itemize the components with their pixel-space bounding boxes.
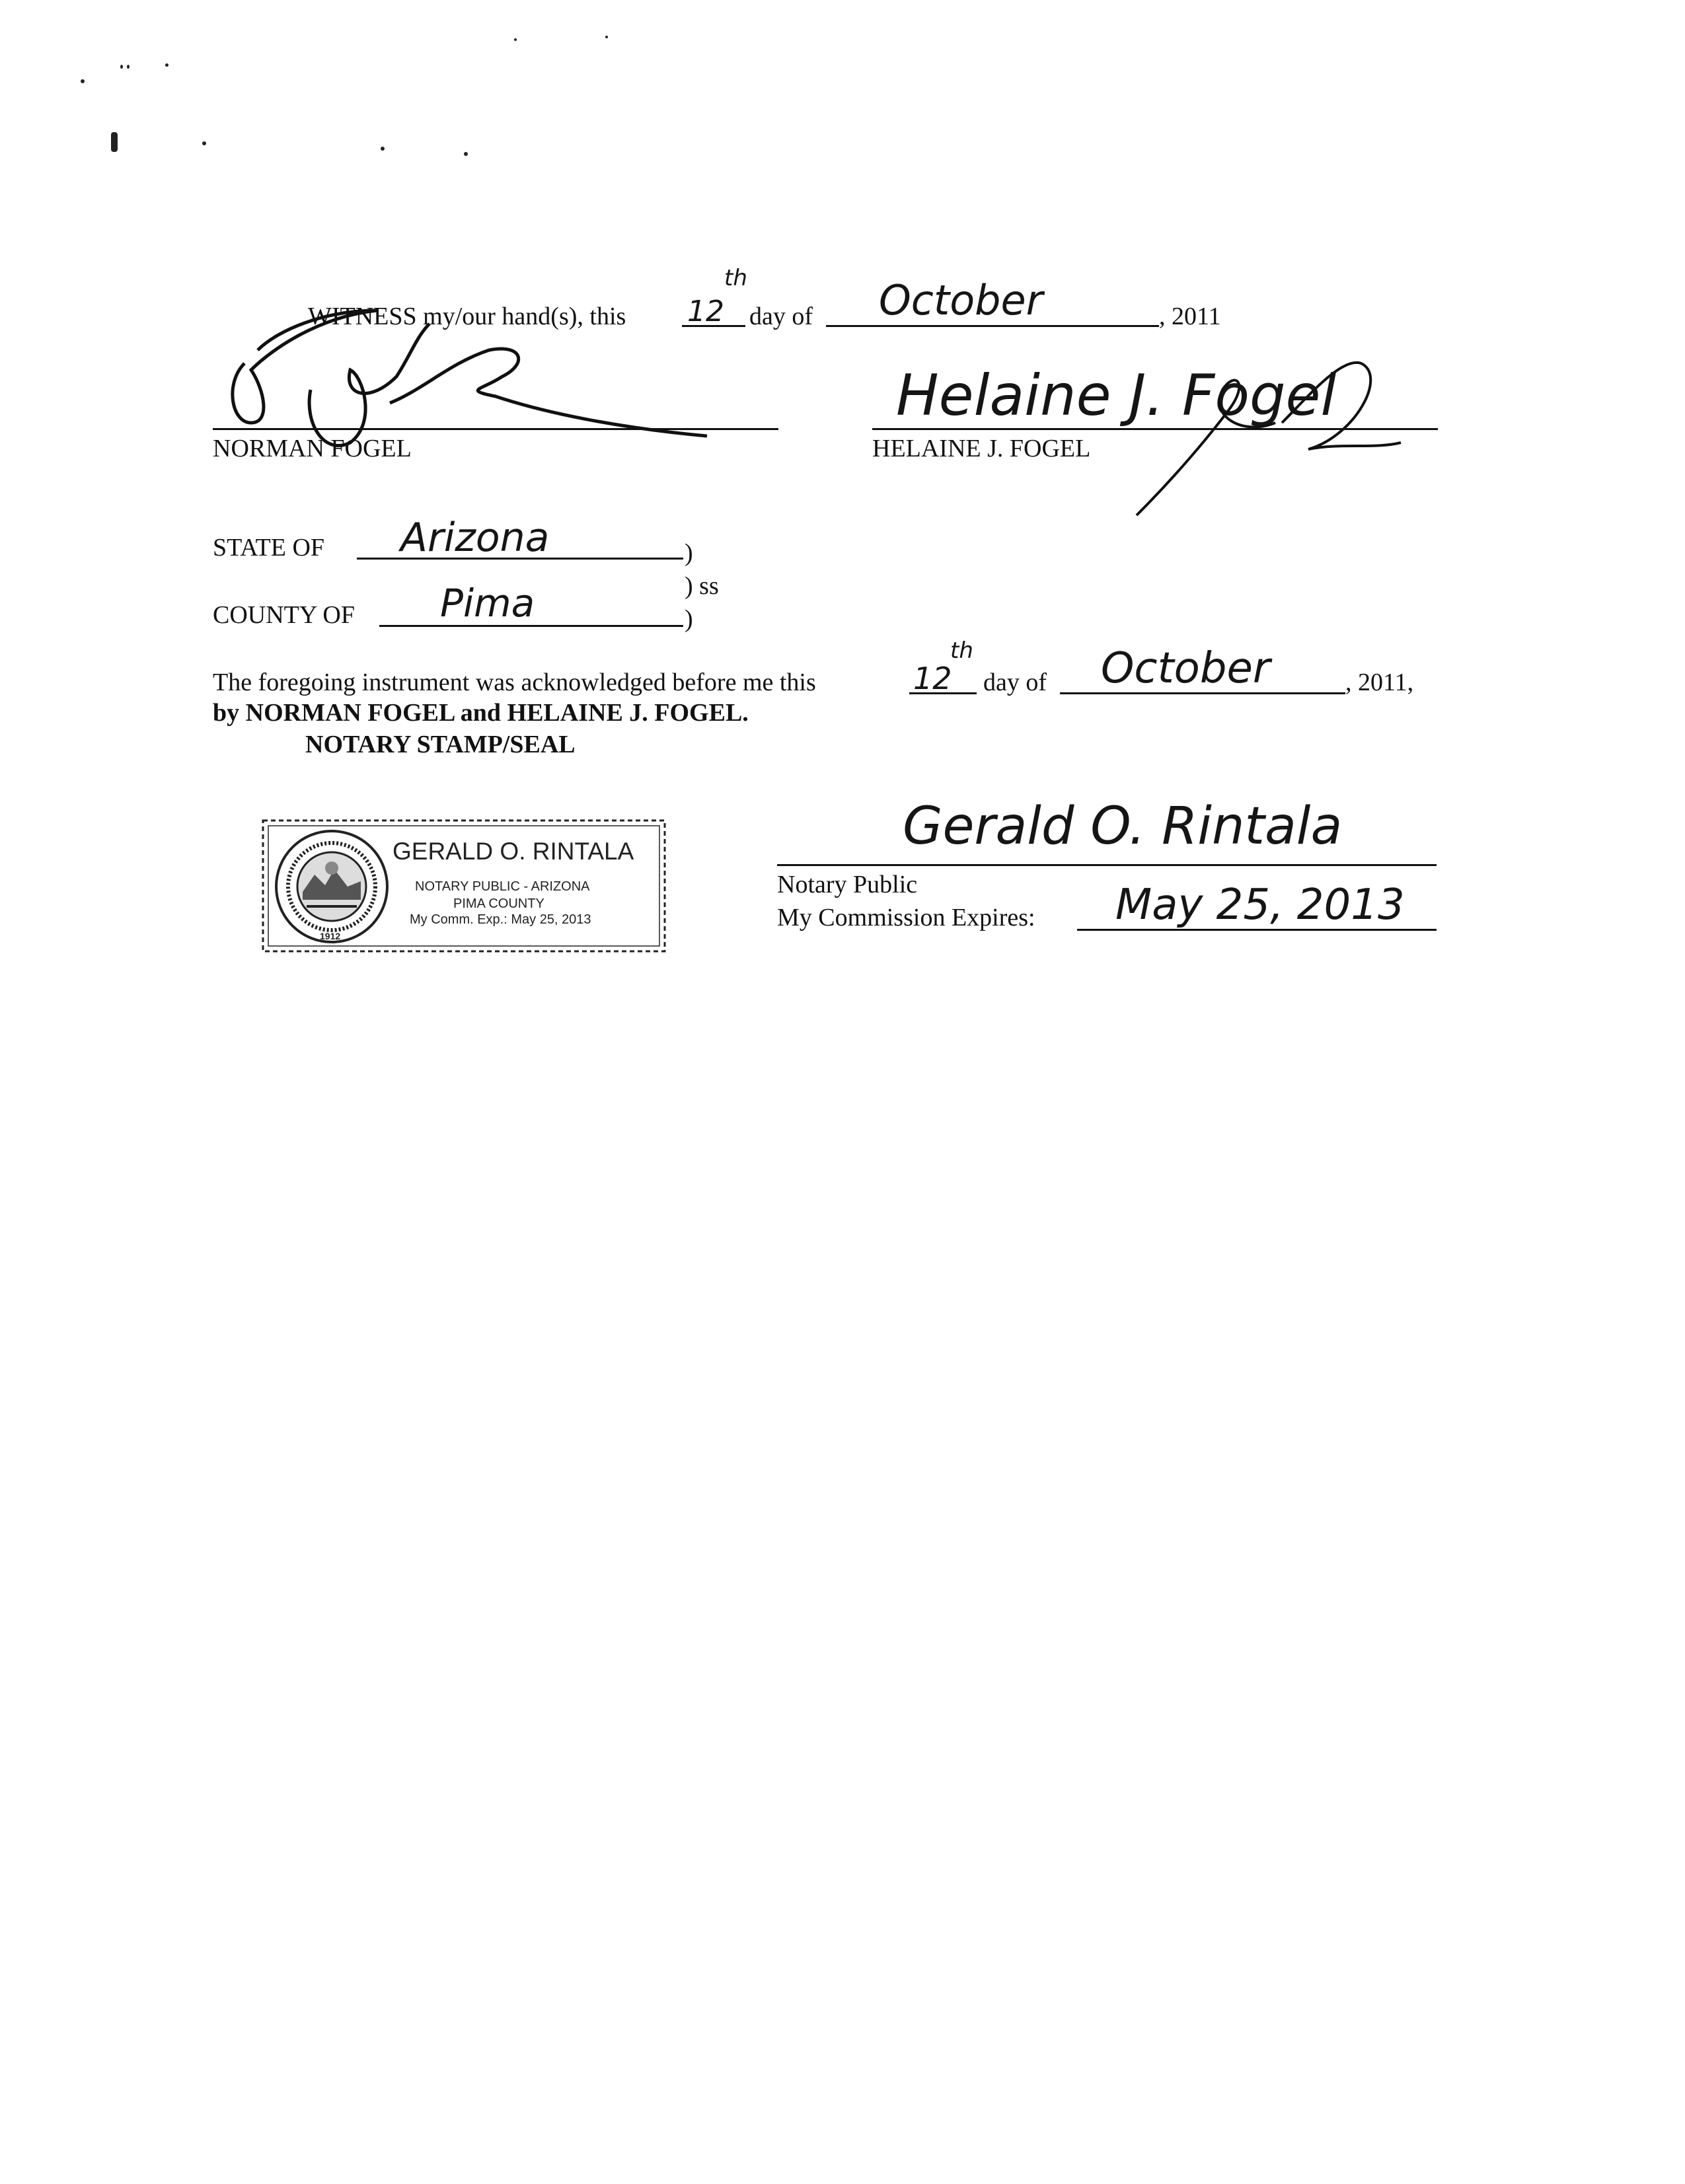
ack-prefix: The foregoing instrument was acknowledged before me this	[213, 669, 816, 696]
signer2-signature: Helaine J. Fogel	[896, 363, 1337, 429]
stamp-seal-year: 1912	[320, 931, 341, 941]
ack-day-handwritten: 12	[913, 661, 952, 696]
witness-day-of: day of	[749, 303, 813, 330]
signer2-name: HELAINE J. FOGEL	[872, 435, 1091, 462]
stamp-line2: PIMA COUNTY	[453, 896, 544, 911]
ss-paren: ) ss	[685, 572, 719, 600]
county-paren: )	[685, 605, 693, 633]
ack-parties: by NORMAN FOGEL and HELAINE J. FOGEL.	[213, 699, 749, 727]
scan-speck	[514, 38, 517, 41]
ack-day-of: day of	[983, 669, 1047, 696]
scan-speck	[120, 65, 123, 69]
notary-signature: Gerald O. Rintala	[903, 797, 1343, 856]
scan-speck	[464, 152, 468, 156]
ack-year: , 2011,	[1345, 669, 1414, 696]
witness-month-blank	[826, 325, 1159, 327]
state-handwritten: Arizona	[400, 515, 550, 561]
scan-speck	[81, 79, 85, 83]
witness-year: , 2011	[1159, 303, 1221, 330]
notary-title: Notary Public	[777, 871, 918, 898]
ack-month-handwritten: October	[1101, 644, 1271, 693]
stamp-line1: NOTARY PUBLIC - ARIZONA	[415, 879, 590, 894]
witness-day-suffix: th	[724, 265, 747, 291]
county-handwritten: Pima	[440, 581, 535, 626]
witness-month-handwritten: October	[879, 276, 1043, 324]
scan-speck	[202, 141, 206, 145]
stamp-notary-name: GERALD O. RINTALA	[393, 838, 634, 865]
scan-speck	[127, 65, 130, 69]
signer2-signature-flourish	[1057, 344, 1401, 528]
witness-day-handwritten: 12	[687, 295, 724, 328]
stamp-line3: My Comm. Exp.: May 25, 2013	[410, 912, 591, 927]
commission-expires-handwritten: May 25, 2013	[1115, 881, 1405, 929]
ack-day-suffix: th	[950, 637, 973, 664]
scan-speck	[605, 36, 608, 38]
notary-signature-line	[777, 864, 1437, 866]
state-paren: )	[685, 539, 693, 567]
county-label: COUNTY OF	[213, 601, 355, 629]
signer1-name: NORMAN FOGEL	[213, 435, 412, 462]
commission-expires-label: My Commission Expires:	[777, 904, 1035, 931]
witness-prefix: WITNESS my/our hand(s), this	[308, 303, 626, 330]
state-seal	[274, 828, 390, 945]
notary-stamp-heading: NOTARY STAMP/SEAL	[305, 731, 576, 758]
scan-speck	[111, 132, 118, 152]
scan-speck	[381, 147, 385, 151]
state-label: STATE OF	[213, 534, 325, 562]
notary-stamp	[256, 814, 671, 958]
scan-speck	[165, 63, 168, 67]
